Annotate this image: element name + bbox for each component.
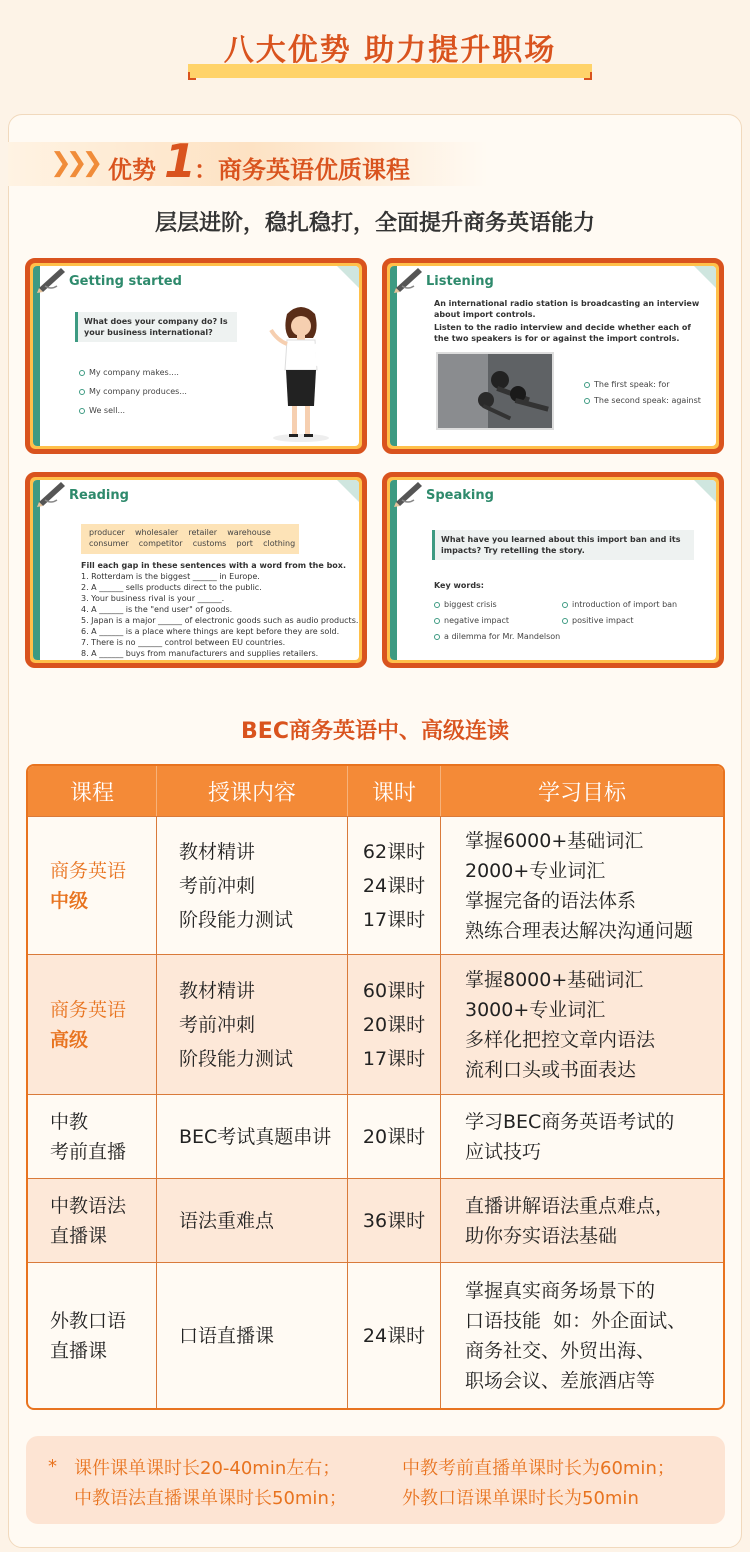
keyword-item: a dilemma for Mr. Mandelson: [434, 632, 560, 641]
hours-cell: [348, 1178, 441, 1262]
hours-value: 36课时: [362, 1209, 426, 1232]
column-header: 课程: [28, 766, 157, 816]
note-text: 中教考前直播单课时长为60min；: [402, 1458, 675, 1479]
content-cell: [157, 1262, 348, 1408]
content-item: 教材精讲: [179, 840, 256, 863]
pen-icon: [35, 480, 69, 508]
note-text: 中教语法直播课单课时长50min；: [74, 1488, 347, 1509]
note-asterisk: *: [48, 1456, 57, 1477]
note-text: 外教口语课单课时长为50min: [402, 1488, 639, 1509]
course-name-cell: [28, 1094, 157, 1178]
pen-icon: [392, 266, 426, 294]
hours-value: 17课时: [362, 908, 426, 931]
card-corner-decoration: [337, 480, 359, 502]
bec-course-title: BEC商务英语中、高级连读: [241, 719, 509, 744]
content-item: 考前冲刺: [179, 874, 256, 897]
goal-item: 3000+专业词汇: [465, 998, 606, 1021]
hours-value: 20课时: [362, 1125, 426, 1148]
card-intro: An international radio station is broadcasting an interview about import controls.: [434, 299, 700, 319]
content-item: BEC考试真题串讲: [179, 1125, 332, 1148]
title-corner-left: [188, 72, 196, 80]
page-title: 八大优势 助力提升职场: [223, 33, 557, 68]
course-name: 外教口语: [50, 1309, 127, 1332]
course-name: 中教: [50, 1110, 89, 1133]
keyword-item: positive impact: [562, 616, 633, 625]
goal-item: 掌握完备的语法体系: [465, 889, 637, 912]
keyword-item: negative impact: [434, 616, 509, 625]
hours-value: 60课时: [362, 979, 426, 1002]
card-bullet: The first speak: for: [584, 380, 670, 389]
column-header: 学习目标: [441, 766, 723, 816]
course-name: 商务英语: [50, 998, 127, 1021]
content-item: 教材精讲: [179, 979, 256, 1002]
content-cell: [157, 954, 348, 1094]
exercise-item: 8. A ______ buys from manufacturers and supplies retailers.: [81, 649, 319, 658]
content-item: 语法重难点: [179, 1209, 275, 1232]
exercise-item: 2. A ______ sells products direct to the public.: [81, 583, 262, 592]
content-item: 阶段能力测试: [179, 1047, 294, 1070]
card-title: Getting started: [69, 274, 182, 289]
goals-cell: [441, 816, 723, 954]
course-name: 中教语法: [50, 1194, 127, 1217]
title-corner-right: [584, 72, 592, 80]
keyword-item: biggest crisis: [434, 600, 497, 609]
section-label: 优势: [108, 156, 156, 184]
content-item: 考前冲刺: [179, 1013, 256, 1036]
keywords-label: Key words:: [434, 581, 485, 590]
content-cell: [157, 1178, 348, 1262]
table-row: [28, 1262, 723, 1408]
word-box-line: producer wholesaler retailer warehouse: [89, 528, 271, 537]
goal-item: 学习BEC商务英语考试的: [465, 1110, 675, 1133]
course-table: [26, 764, 725, 1410]
hours-cell: [348, 816, 441, 954]
card-question: What have you learned about this import ban and its impacts? Try retelling the story.: [432, 530, 694, 560]
table-row: [28, 816, 723, 954]
goal-item: 商务社交、外贸出海、: [465, 1339, 656, 1362]
exercise-item: 7. There is no ______ control between EU countries.: [81, 638, 286, 647]
course-level: 中级: [50, 889, 89, 912]
hours-value: 20课时: [362, 1013, 426, 1036]
card-title: Reading: [69, 488, 129, 503]
goal-item: 流利口头或书面表达: [465, 1058, 637, 1081]
table-row: [28, 1178, 723, 1262]
card-question: What does your company do? Is your business international?: [75, 312, 237, 342]
pen-icon: [35, 266, 69, 294]
goal-item: 掌握6000+基础词汇: [465, 829, 644, 852]
main-title-banner: [188, 28, 592, 80]
hours-value: 17课时: [362, 1047, 426, 1070]
card-bullet: My company produces...: [79, 387, 187, 396]
card-corner-decoration: [694, 266, 716, 288]
table-row: [28, 1094, 723, 1178]
goals-cell: [441, 1094, 723, 1178]
exercise-item: 5. Japan is a major ______ of electronic goods such as audio products.: [81, 616, 359, 625]
card-corner-decoration: [337, 266, 359, 288]
goal-item: 应试技巧: [465, 1140, 542, 1163]
exercise-item: 4. A ______ is the "end user" of goods.: [81, 605, 233, 614]
exercise-item: 1. Rotterdam is the biggest ______ in Europe.: [81, 572, 260, 581]
goal-item: 掌握8000+基础词汇: [465, 968, 644, 991]
section-number: 1: [164, 134, 197, 188]
double-chevron-icon: ❯❯❯: [50, 148, 98, 178]
course-name-cell: [28, 816, 157, 954]
course-level: 考前直播: [50, 1140, 127, 1163]
duration-note-box: [26, 1436, 725, 1524]
card-title: Speaking: [426, 488, 494, 503]
hours-value: 62课时: [362, 840, 426, 863]
goals-cell: [441, 1178, 723, 1262]
section-heading: [8, 134, 488, 188]
goal-item: 职场会议、差旅酒店等: [465, 1369, 656, 1392]
card-corner-decoration: [694, 480, 716, 502]
hours-cell: [348, 1094, 441, 1178]
presenter-woman-illustration: [261, 304, 341, 444]
section-title: ：商务英语优质课程: [194, 156, 410, 184]
word-box: [81, 524, 299, 554]
pen-icon: [392, 480, 426, 508]
column-header: 授课内容: [157, 766, 348, 816]
goal-item: 多样化把控文章内语法: [465, 1028, 656, 1051]
card-bullet: We sell...: [79, 406, 125, 415]
column-header: 课时: [348, 766, 441, 816]
note-text: 课件课单课时长20-40min左右；: [74, 1458, 341, 1479]
section-subtitle: 层层进阶，稳扎稳打，全面提升商务英语能力: [154, 211, 595, 236]
card-bullet: My company makes....: [79, 368, 179, 377]
table-row: [28, 954, 723, 1094]
goal-item: 2000+专业词汇: [465, 859, 606, 882]
course-level: 直播课: [50, 1339, 108, 1362]
content-item: 口语直播课: [179, 1324, 275, 1347]
course-name-cell: [28, 1262, 157, 1408]
card-getting-started: [25, 258, 367, 454]
keyword-item: introduction of import ban: [562, 600, 677, 609]
content-cell: [157, 1094, 348, 1178]
goal-item: 口语技能 如：外企面试、: [465, 1309, 687, 1332]
content-cell: [157, 816, 348, 954]
microphones-photo: [436, 352, 554, 430]
goal-item: 直播讲解语法重点难点，: [465, 1194, 675, 1217]
hours-value: 24课时: [362, 874, 426, 897]
card-speaking: [382, 472, 724, 668]
course-name: 商务英语: [50, 859, 127, 882]
table-header-row: [28, 766, 723, 816]
course-level: 直播课: [50, 1224, 108, 1247]
hours-cell: [348, 954, 441, 1094]
goal-item: 掌握真实商务场景下的: [465, 1279, 656, 1302]
goals-cell: [441, 1262, 723, 1408]
goal-item: 熟练合理表达解决沟通问题: [465, 919, 694, 942]
course-level: 高级: [50, 1028, 89, 1051]
card-instruction: Listen to the radio interview and decide whether each of the two speakers is for or against the import controls.: [434, 323, 691, 343]
exercise-item: 6. A ______ is a place where things are kept before they are sold.: [81, 627, 340, 636]
word-box-line: consumer competitor customs port clothing: [89, 539, 296, 548]
goals-cell: [441, 954, 723, 1094]
card-reading: [25, 472, 367, 668]
card-title: Listening: [426, 274, 494, 289]
course-name-cell: [28, 954, 157, 1094]
course-name-cell: [28, 1178, 157, 1262]
hours-cell: [348, 1262, 441, 1408]
card-instruction: Fill each gap in these sentences with a word from the box.: [81, 561, 347, 570]
content-item: 阶段能力测试: [179, 908, 294, 931]
card-bullet: The second speak: against: [584, 396, 701, 405]
exercise-item: 3. Your business rival is your ______.: [81, 594, 225, 603]
hours-value: 24课时: [362, 1324, 426, 1347]
goal-item: 助你夯实语法基础: [465, 1224, 618, 1247]
card-listening: [382, 258, 724, 454]
